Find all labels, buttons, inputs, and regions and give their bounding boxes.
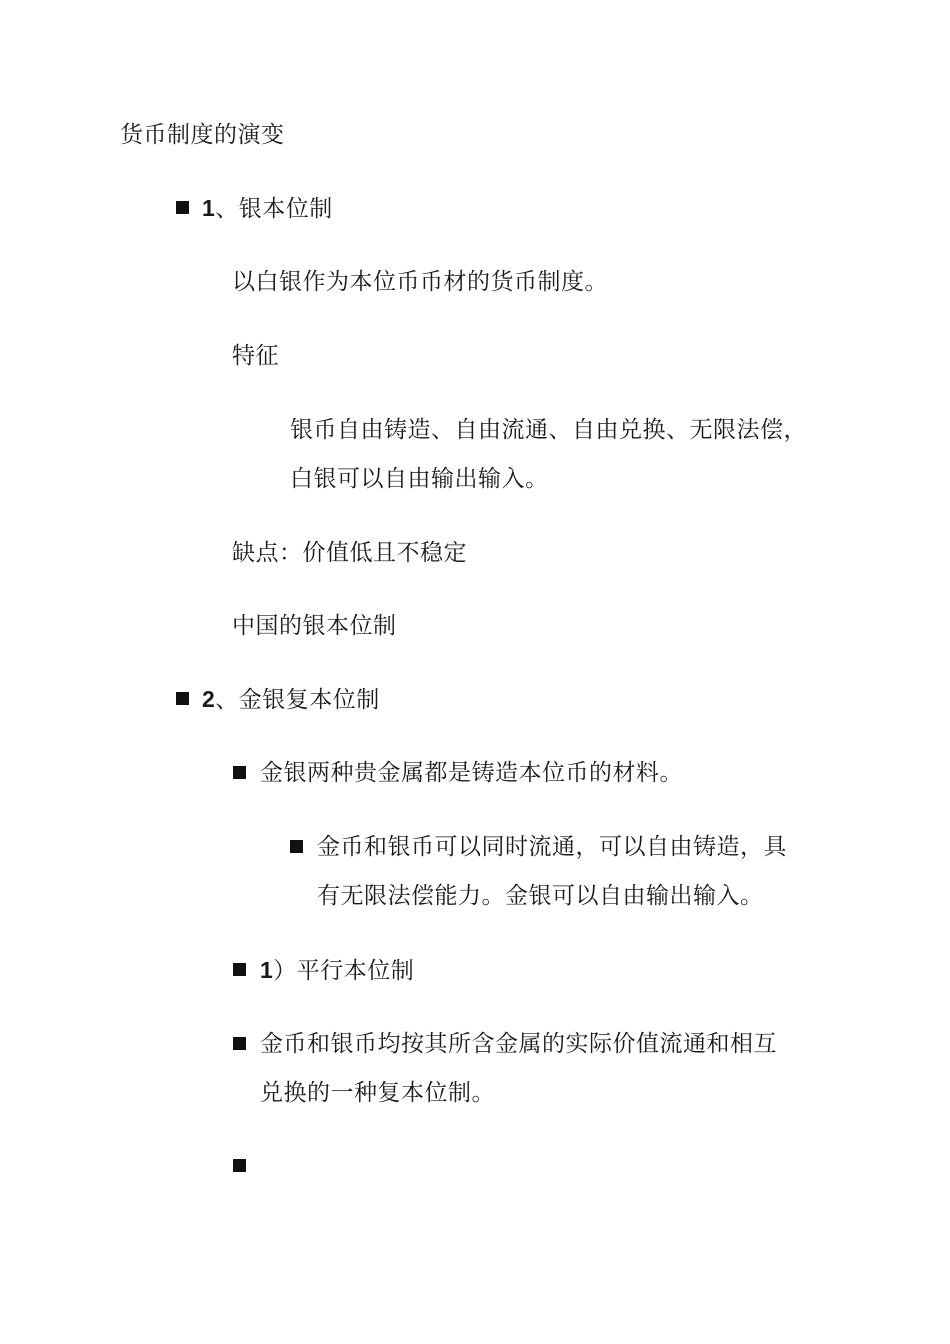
section1-heading [202, 193, 333, 224]
section2-heading [202, 684, 380, 715]
square-bullet-icon [233, 1037, 246, 1050]
section1-features-line2: 白银可以自由输出输入。 [290, 466, 549, 492]
square-bullet-icon [233, 963, 246, 976]
section2-subpoint-line2: 有无限法偿能力。金银可以自由输出输入。 [317, 883, 764, 909]
parallel-heading [260, 955, 414, 986]
section1-number: 1 [202, 195, 216, 221]
section2-heading-text: 、金银复本位制 [215, 687, 380, 713]
section1-features-line1: 银币自由铸造、自由流通、自由兑换、无限法偿， [290, 417, 807, 443]
section2-point1: 金银两种贵金属都是铸造本位币的材料。 [260, 760, 683, 786]
square-bullet-icon [176, 201, 189, 214]
square-bullet-icon [233, 1159, 246, 1172]
square-bullet-icon [176, 692, 189, 705]
parallel-desc-line1: 金币和银币均按其所含金属的实际价值流通和相互 [260, 1031, 777, 1057]
section1-heading-text: 、银本位制 [215, 196, 333, 222]
section1-definition: 以白银作为本位币币材的货币制度。 [232, 269, 608, 295]
parallel-desc-line2: 兑换的一种复本位制。 [260, 1080, 495, 1106]
section1-china: 中国的银本位制 [232, 613, 397, 639]
section2-subpoint-line1: 金币和银币可以同时流通，可以自由铸造，具 [317, 834, 787, 860]
section2-number: 2 [202, 686, 216, 712]
square-bullet-icon [233, 766, 246, 779]
parallel-number: 1 [260, 957, 274, 983]
section1-features-label: 特征 [232, 343, 279, 369]
square-bullet-icon [290, 840, 303, 853]
section1-drawback: 缺点：价值低且不稳定 [232, 540, 467, 566]
parallel-heading-text: ）平行本位制 [273, 958, 415, 984]
document-title: 货币制度的演变 [120, 122, 285, 148]
